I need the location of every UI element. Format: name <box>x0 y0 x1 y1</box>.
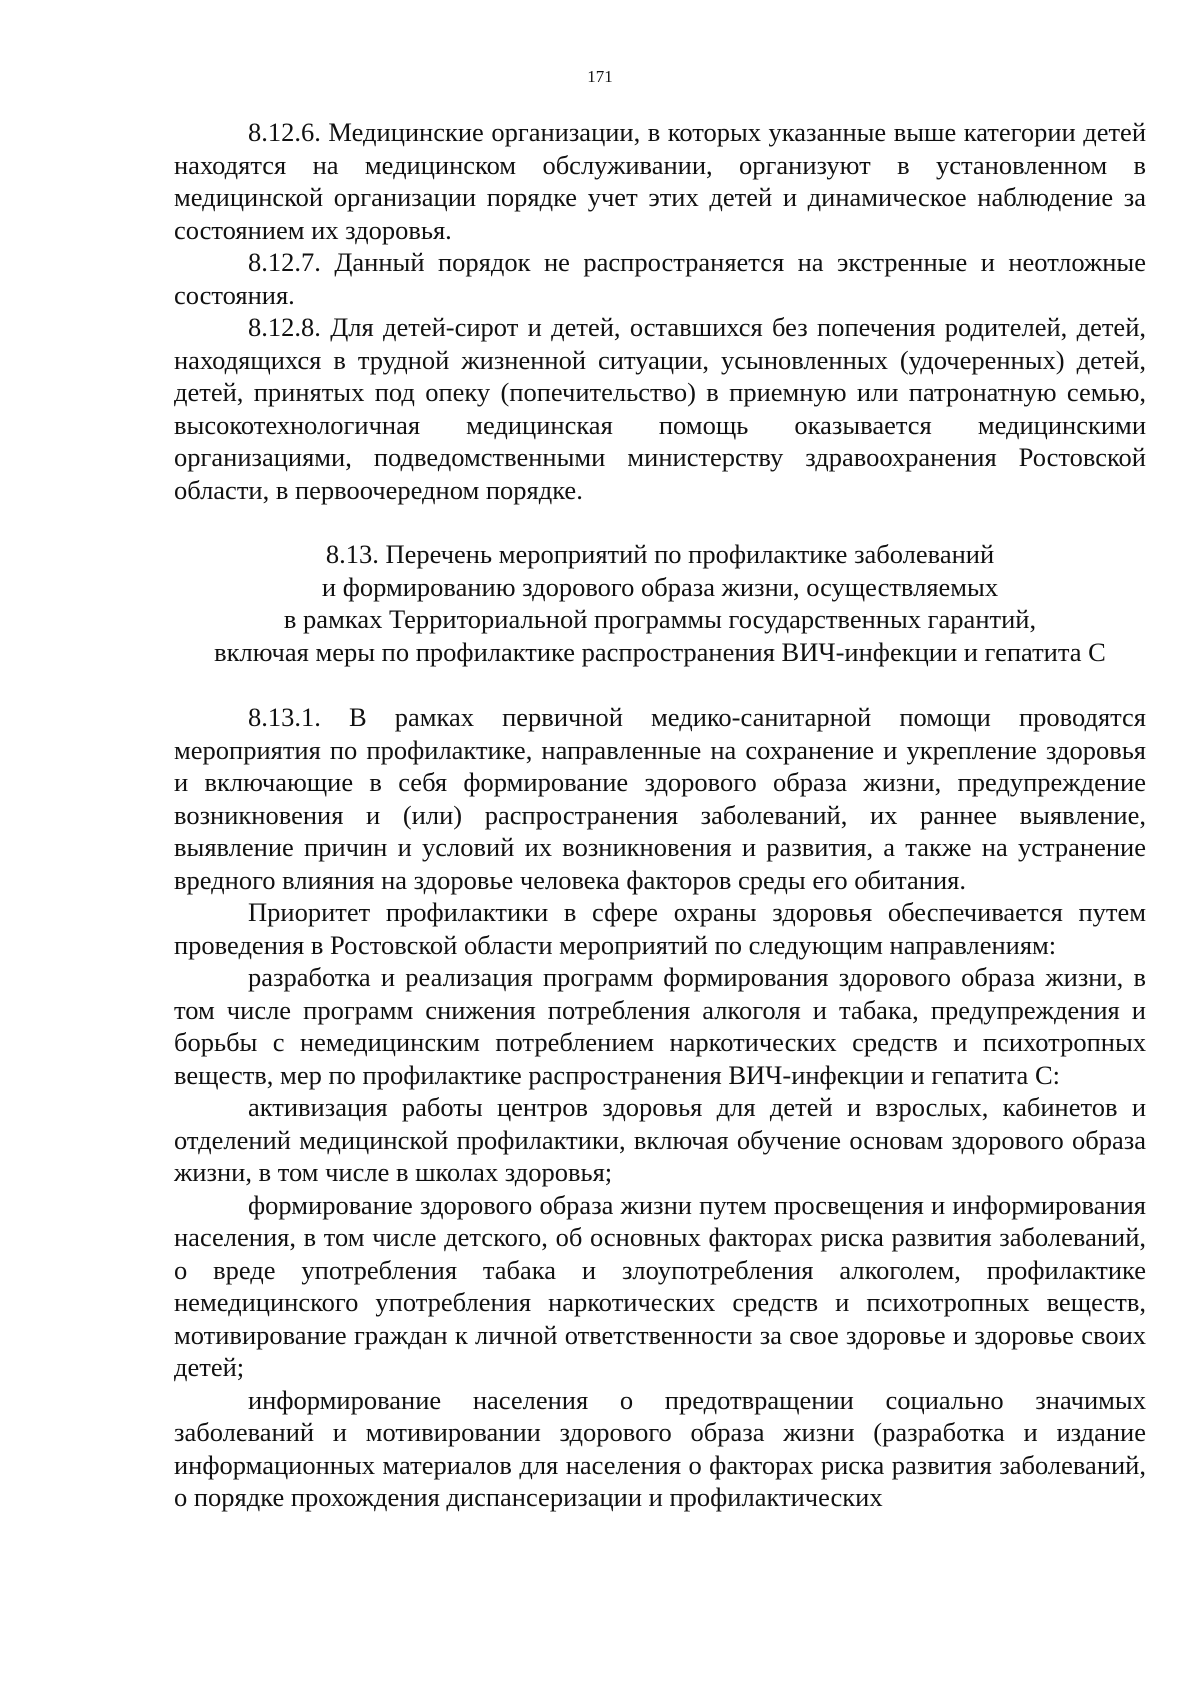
paragraph-8-12-6: 8.12.6. Медицинские организации, в которых указанные выше категории детей находятся на медицинском обслуживании, организуют в установленном в медицинской организации порядке учет этих детей и динамическое наблюдение за состоянием их здоровья. <box>174 117 1146 245</box>
paragraph-8-13-1: 8.13.1. В рамках первичной медико-санитарной помощи проводятся мероприятия по профилактике, направленные на сохранение и укрепление здоровья и включающие в себя формирование здорового образа жизни, предупреждение возникновения и (или) распространения заболеваний, их раннее выявление, выявление причин и условий их возникновения и развития, а также на устранение вредного влияния на здоровье человека факторов среды его обитания. <box>174 702 1146 895</box>
document-body <box>174 116 1146 1514</box>
section-heading-8-13 <box>174 538 1146 668</box>
section-heading-line: и формированию здорового образа жизни, осуществляемых <box>321 571 999 602</box>
paragraph-8-12-8: 8.12.8. Для детей-сирот и детей, оставшихся без попечения родителей, детей, находящихся в трудной жизненной ситуации, усыновленных (удочеренных) детей, детей, принятых под опеку (попечительство) в приемную или патронатную семью, высокотехнологичная медицинская помощь оказывается медицинскими организациями, подведомственными министерству здравоохранения Ростовской области, в первоочередном порядке. <box>174 312 1146 505</box>
section-heading-line: в рамках Территориальной программы государственных гарантий, <box>283 604 1037 634</box>
paragraph-healthy-lifestyle: формирование здорового образа жизни путем просвещения и информирования населения, в том числе детского, об основных факторах риска развития заболеваний, о вреде употребления табака и злоупотребления алкоголем, профилактике немедицинского употребления наркотических средств и психотропных веществ, мотивирование граждан к личной ответственности за свое здоровье и здоровье своих детей; <box>174 1189 1146 1382</box>
section-heading-line: 8.13. Перечень мероприятий по профилактике заболеваний <box>325 539 995 569</box>
paragraph-informing: информирование населения о предотвращении социально значимых заболеваний и мотивировании здорового образа жизни (разработка и издание информационных материалов для населения о факторах риска развития заболеваний, о порядке прохождения диспансеризации и профилактических <box>174 1384 1146 1512</box>
page-number: 171 <box>587 67 613 86</box>
paragraph-priority: Приоритет профилактики в сфере охраны здоровья обеспечивается путем проведения в Ростовской области мероприятий по следующим направлениям: <box>174 897 1146 960</box>
paragraph-8-12-7: 8.12.7. Данный порядок не распространяется на экстренные и неотложные состояния. <box>174 247 1146 310</box>
section-heading-line: включая меры по профилактике распространения ВИЧ-инфекции и гепатита С <box>214 636 1106 667</box>
paragraph-programs: разработка и реализация программ формирования здорового образа жизни, в том числе программ снижения потребления алкоголя и табака, предупреждения и борьбы с немедицинским потреблением наркотических средств и психотропных веществ, мер по профилактике распространения ВИЧ-инфекции и гепатита С: <box>174 962 1146 1090</box>
paragraph-health-centers: активизация работы центров здоровья для детей и взрослых, кабинетов и отделений медицинской профилактики, включая обучение основам здорового образа жизни, в том числе в школах здоровья; <box>174 1092 1146 1187</box>
